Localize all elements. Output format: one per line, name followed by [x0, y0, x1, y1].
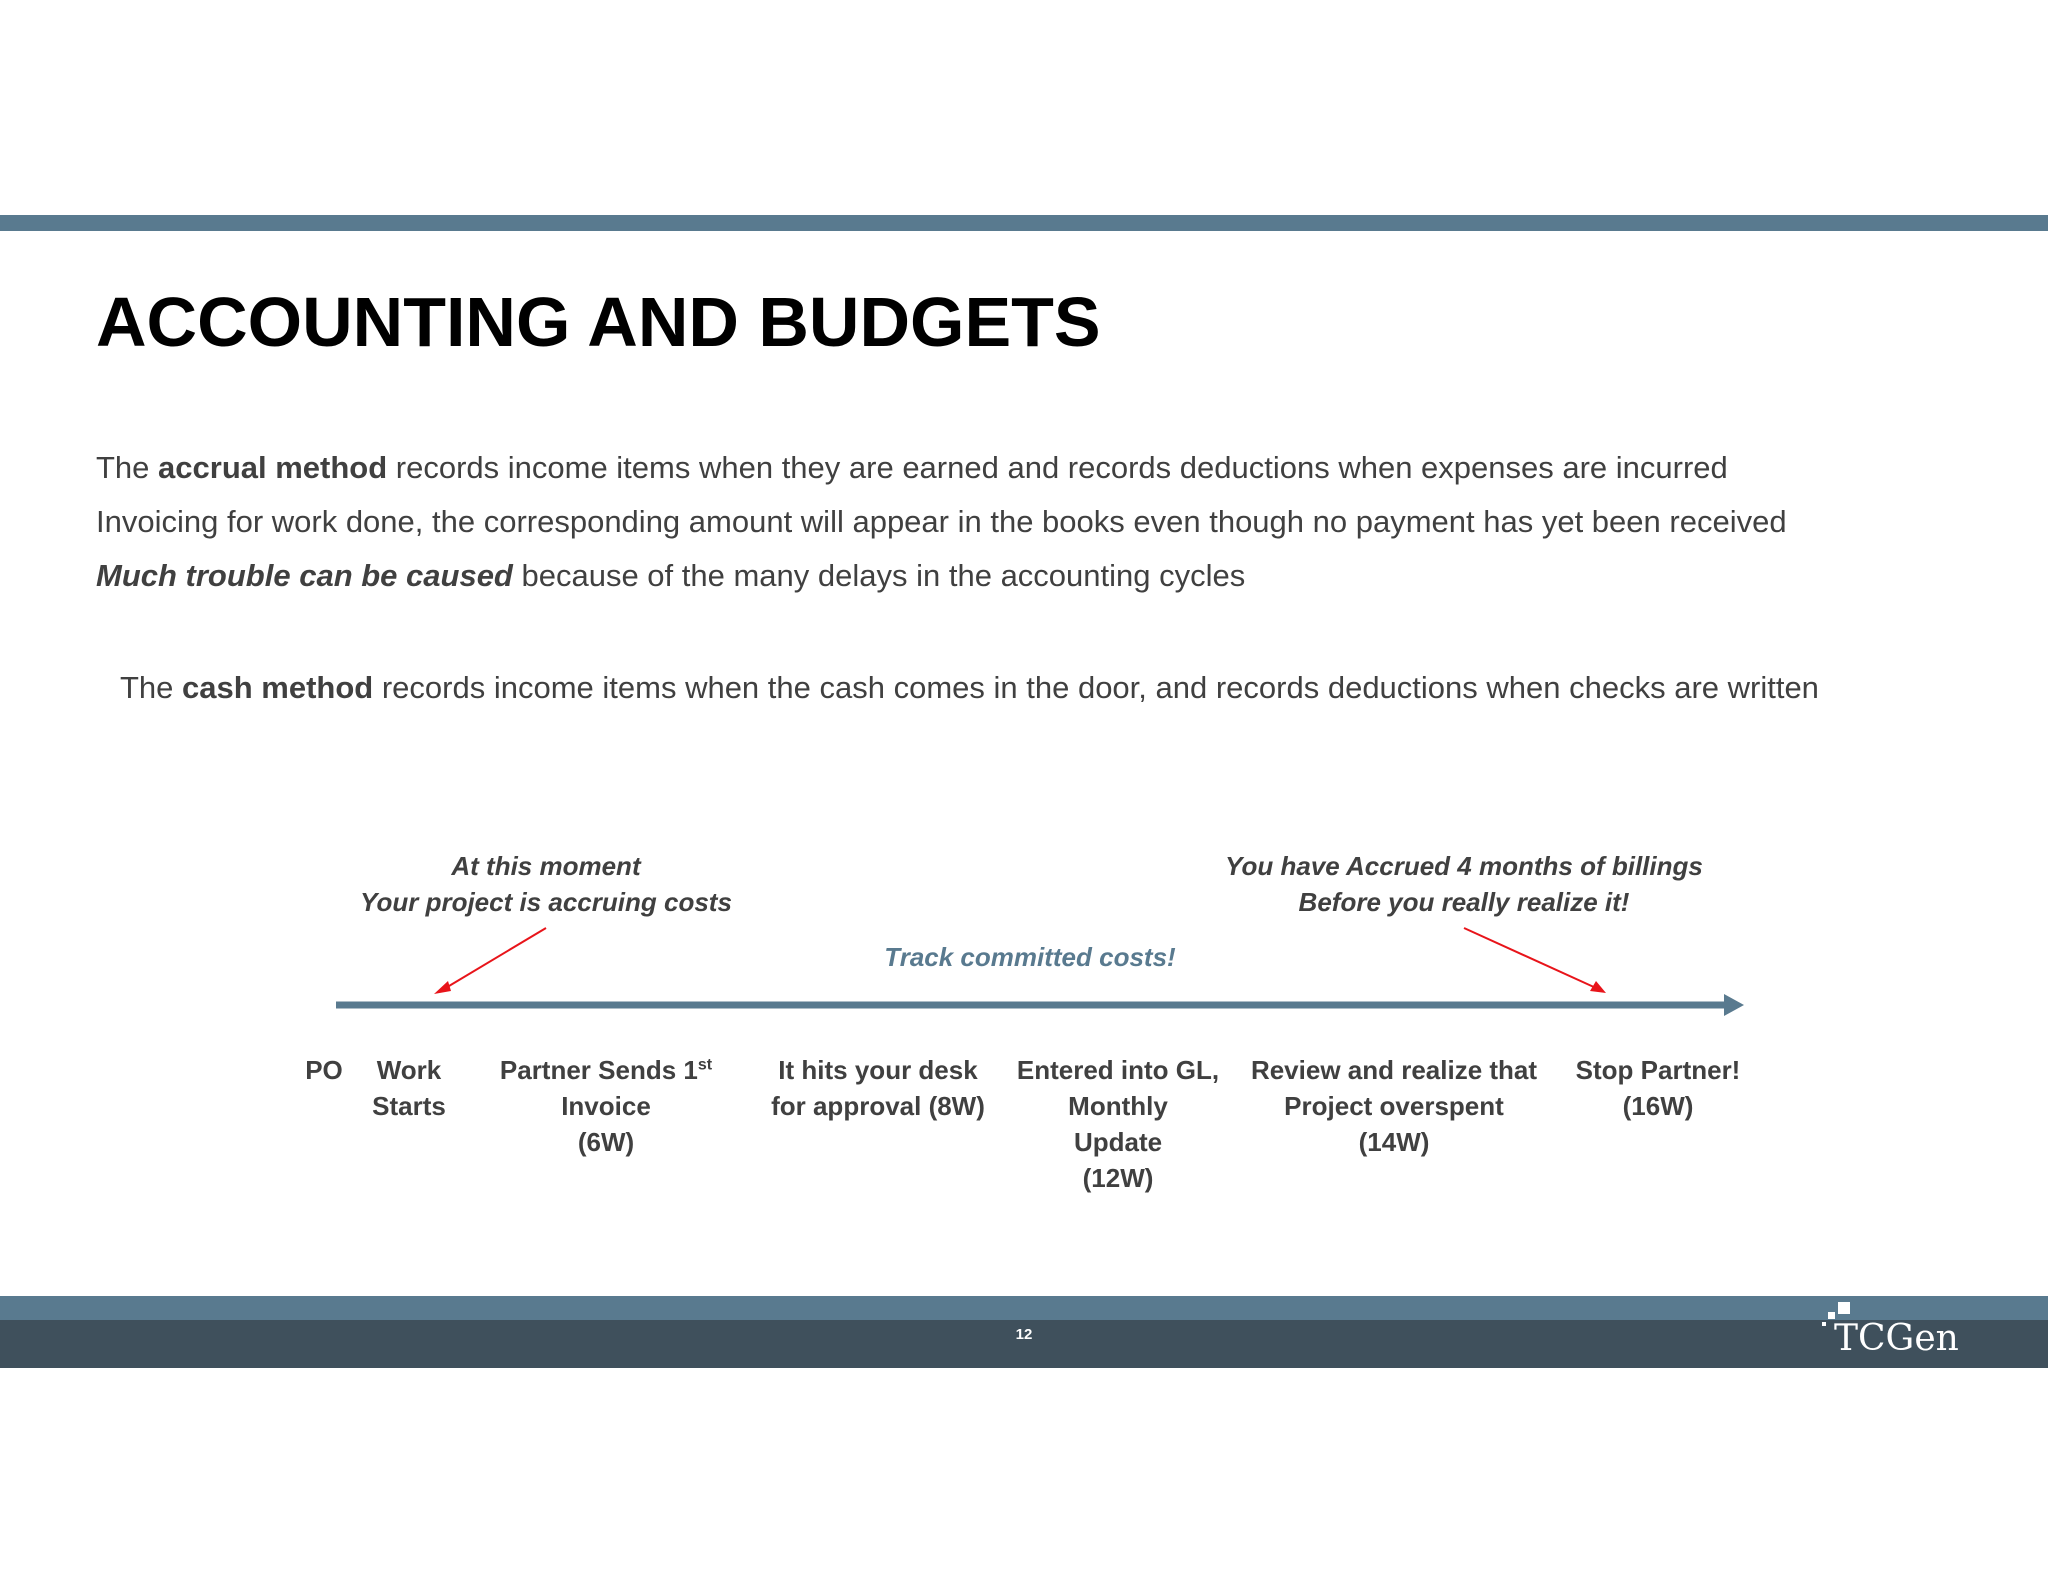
note-line: Before you really realize it!	[1298, 887, 1630, 917]
step-label: Partner Sends 1	[499, 1055, 698, 1085]
trouble-emphasis: Much trouble can be caused	[96, 558, 513, 593]
step-label: It hits your desk	[778, 1055, 978, 1085]
red-arrow-right	[1464, 928, 1596, 988]
step-desk-approval	[756, 1052, 1000, 1124]
footer-accent-bar	[0, 1296, 2048, 1320]
text-segment: The	[96, 450, 159, 485]
logo-square-icon	[1838, 1302, 1850, 1314]
step-label: (16W)	[1622, 1091, 1694, 1121]
red-arrowhead-left	[434, 981, 451, 994]
page-number: 12	[1015, 1326, 1033, 1343]
timeline-arrowhead	[1724, 994, 1744, 1016]
invoicing-paragraph: Invoicing for work done, the corresponding amount will appear in the books even though no payment has yet been received	[96, 504, 1787, 539]
step-label: (6W)	[577, 1127, 635, 1157]
step-entered-gl	[1008, 1052, 1228, 1196]
step-label: Work	[376, 1055, 442, 1085]
step-label: Update	[1073, 1127, 1163, 1157]
step-label: Stop Partner!	[1575, 1055, 1741, 1085]
step-label: Project overspent	[1284, 1091, 1504, 1121]
step-label: Monthly	[1068, 1091, 1168, 1121]
step-label: Invoice	[561, 1091, 651, 1121]
text-segment: because of the many delays in the accounting cycles	[512, 558, 1246, 593]
step-review-overspent	[1236, 1052, 1552, 1160]
page-title: ACCOUNTING AND BUDGETS	[96, 283, 1101, 361]
track-committed-costs-label: Track committed costs!	[884, 942, 1176, 972]
step-label: for approval (8W)	[771, 1091, 985, 1121]
step-partner-invoice	[486, 1052, 726, 1160]
red-arrow-left	[444, 928, 546, 989]
note-line: You have Accrued 4 months of billings	[1225, 851, 1703, 881]
text-segment: The	[120, 670, 183, 705]
tcgen-logo	[1820, 1302, 1970, 1364]
step-label: (12W)	[1082, 1163, 1154, 1193]
step-label: Starts	[372, 1091, 446, 1121]
step-stop-partner	[1560, 1052, 1756, 1124]
accrual-method-term: accrual method	[158, 450, 388, 485]
step-label: PO	[305, 1055, 343, 1085]
cash-method-term: cash method	[182, 670, 374, 705]
logo-text: TCGen	[1834, 1318, 1959, 1359]
red-arrowhead-right	[1590, 981, 1606, 993]
logo-square-icon	[1822, 1322, 1826, 1326]
text-segment: records income items when they are earned and records deductions when expenses are incurred	[387, 450, 1728, 485]
step-po	[300, 1052, 348, 1088]
step-work-starts	[362, 1052, 456, 1124]
step-label: (14W)	[1358, 1127, 1430, 1157]
note-line: Your project is accruing costs	[360, 887, 732, 917]
note-line: At this moment	[451, 851, 641, 881]
step-label: Review and realize that	[1250, 1055, 1538, 1085]
step-superscript: st	[697, 1056, 713, 1074]
step-label: Entered into GL,	[1016, 1055, 1220, 1085]
text-segment: records income items when the cash comes in the door, and records deductions when checks are written	[373, 670, 1819, 705]
